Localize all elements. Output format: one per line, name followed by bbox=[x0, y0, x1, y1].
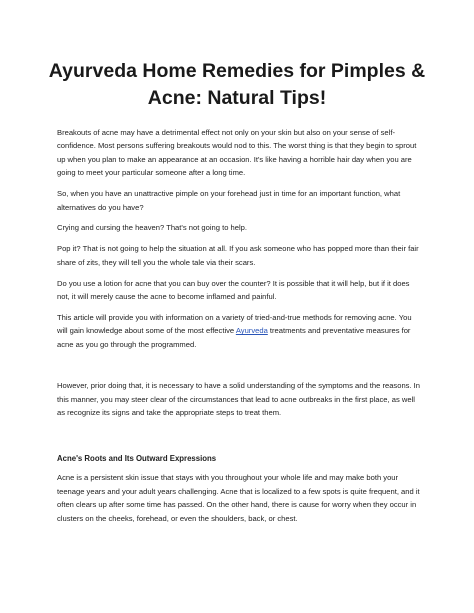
article-body bbox=[57, 126, 423, 533]
paragraph: Pop it? That is not going to help the situation at all. If you ask someone who has popped more than their fair share of zits, they will tell you the whole tale via their scars. bbox=[57, 244, 419, 267]
paragraph: However, prior doing that, it is necessary to have a solid understanding of the symptoms and the reasons. In this manner, you may steer clear of the circumstances that lead to acne outbreaks in the first place, as well as recognize its signs and take the appropriate steps to treat them. bbox=[57, 381, 421, 417]
paragraph-text: treatments and preventative measures for acne as you go through the programmed. bbox=[57, 326, 411, 349]
paragraph: Do you use a lotion for acne that you can buy over the counter? It is possible that it will help, but if it does not, it will merely cause the acne to become inflamed and painful. bbox=[57, 278, 410, 302]
paragraph-text: This article will provide you with information on a variety of tried-and-true methods for removing acne. You will gain knowledge about some of the most effective bbox=[57, 312, 412, 336]
paragraph bbox=[57, 311, 423, 351]
paragraph: Breakouts of acne may have a detrimental effect not only on your skin but also on your sense of self-confidence. Most persons suffering breakouts would nod to this. The worst thing is that they begin to sprout up when you plan to make an appearance at an occasion. It's like having a horrible hair day when you are going to meet your particular someone after a long time. bbox=[57, 128, 417, 178]
page-title: Ayurveda Home Remedies for Pimples & Acne: Natural Tips! bbox=[48, 60, 426, 109]
section-heading: Acne's Roots and Its Outward Expressions bbox=[57, 454, 217, 464]
ayurveda-link[interactable]: Ayurveda bbox=[235, 326, 268, 336]
paragraph: So, when you have an unattractive pimple on your forehead just in time for an important function, what alternatives do you have? bbox=[57, 189, 401, 212]
paragraph: Acne is a persistent skin issue that stays with you throughout your whole life and may make both your teenage years and your adult years challenging. Acne that is localized to a few spots is quite frequent, and it often clears up after some time has passed. On the other hand, there is cause for worry when they occur in clusters on the cheeks, forehead, or even the shoulders, back, or chest. bbox=[57, 473, 420, 523]
paragraph: Crying and cursing the heaven? That's not going to help. bbox=[57, 223, 248, 233]
